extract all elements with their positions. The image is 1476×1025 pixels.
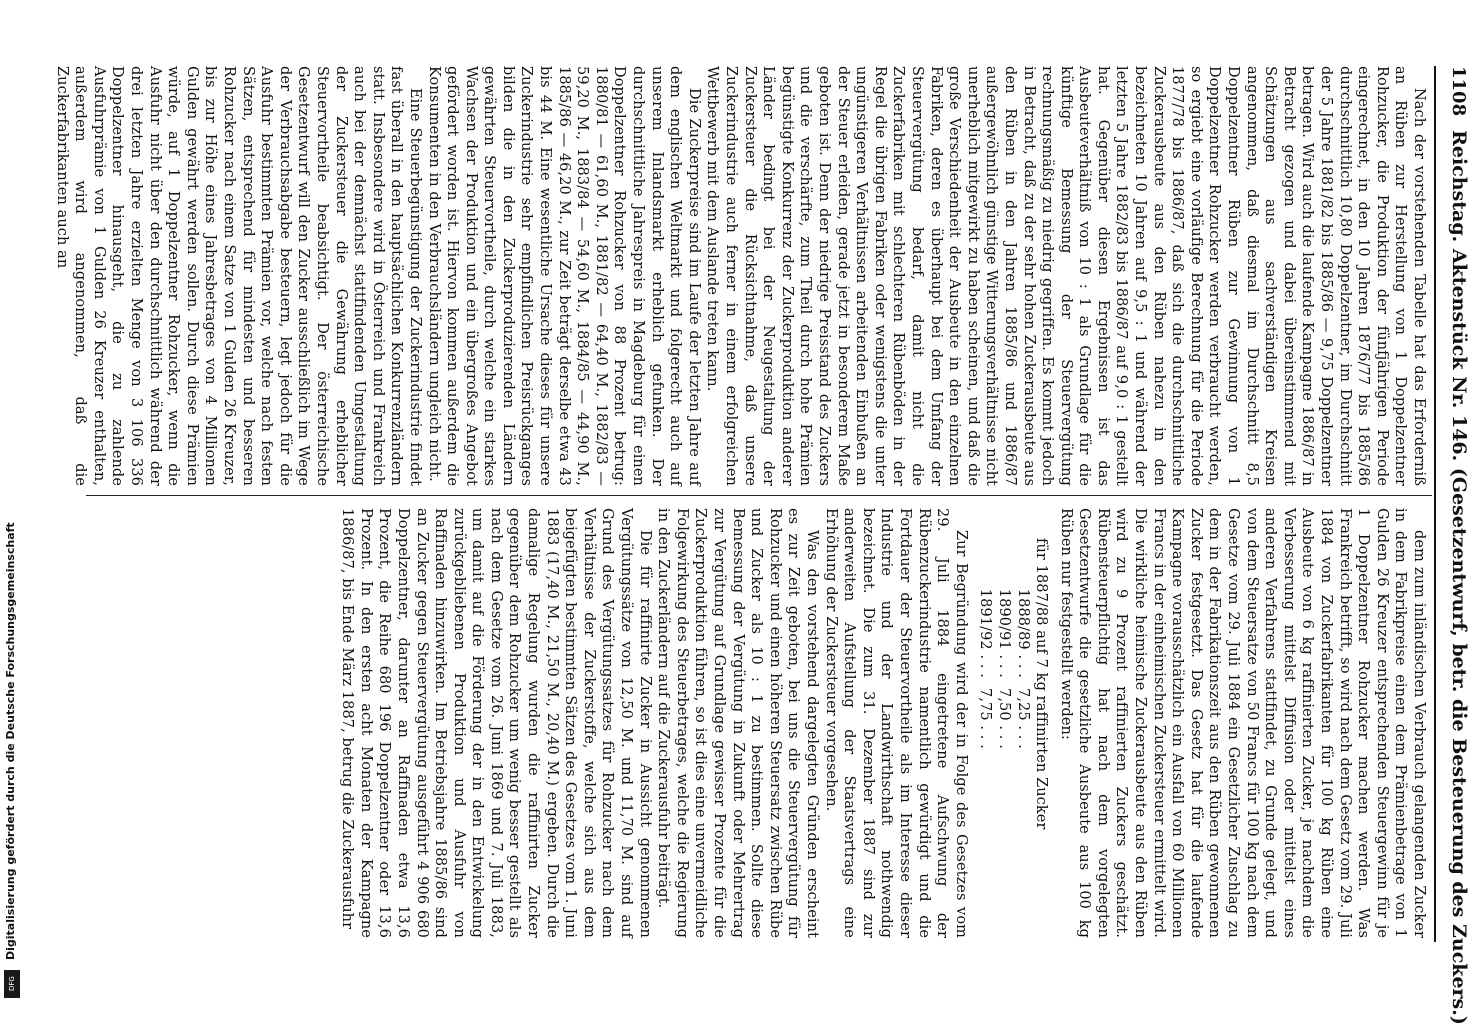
left-paragraph-3: Eine Steuerbegünstigung der Zuckerindustrie findet fast überall in den hauptsächlichen Konkurrenzländern statt. Insbesondere wird in Österreich und Frankreich auch bei der demnächst stattfindenden Umgestaltung der Zuckersteuer die Gewährung erheblicher Steuervortheile beabsichtigt. Der österreichische Gesetzentwurf will den Zucker ausschließlich im Wege der Verbrauchsabgabe besteuern, legt jedoch für die Ausfuhr bestimmten Prämien vor, welche nach festen Sätzen, entsprechend für mindesten und besseren Rohzucker nach einem Satze von 1 Gulden 26 Kreuzer, bis zur Höhe eines Jahresbetrages von 4 Millionen Gulden gewährt werden sollen. Durch diese Prämien würde, auf 1 Doppelzentner Rohzucker, wenn die Ausfuhr nicht über den durchschnittlich während der drei letzten Jahre erzielten Menge von 3 106 336 Doppelzentner hinausgeht, die zu zahlende Ausfuhrprämie von 1 Gulden 26 Kreuzer enthalten, außerdem wird angenommen, daß die Zuckerfabrikanten auch an [53, 66, 423, 486]
page-number: 1108 [1448, 66, 1469, 117]
right-paragraph-1: dem zum inländischen Verbrauch gelangenden Zucker in dem Fabrikpreise einen dem Prämienbetrage von 1 Gulden 26 Kreuzer entsprechenden Steuergewinn für je 1 Doppelzentner Rohzucker machen werden. Was Frankreich betrifft, so wird nach dem Gesetz vom 29. Juli 1884 von Zuckerfabrikanten für 100 kg Rüben eine Ausbeute von 6 kg raffinierten Zucker, je nachdem die Verbesserung mittelst Diffusion oder mittelst eines anderen Verfahrens stattfindet, zu Grunde gelegt, und von dem Steuersatze von 50 Francs für 100 kg nach dem Gesetze vom 29. Juli 1884 ein Gesetzlicher Zuschlag zu dem in der Fabrikationszeit aus den Rüben gewonnenen Zucker festgesetzt. Das Gesetz hat für die laufende Kampagne vorausschätzlich ein Ausfall von 60 Millionen Francs in der einheimischen Zuckersteuer ermittelt wird. Die wirkliche heimische Zuckerausbeute aus den Rüben wird zu 9 Prozent raffinierten Zuckers geschätzt. Rübensteuerpflichtig hat nach dem vorgelegten Gesetzentwurfe die gesetzliche Ausbeute aus 100 kg Rüben nur festgestellt werden: [1057, 508, 1427, 938]
rates-table-year: 1891/92 . . . [977, 588, 994, 678]
rates-table-value: 7,25 . . . [1014, 688, 1031, 749]
rates-table-value: 7,75 . . . [977, 688, 994, 749]
rates-table-value: 7,50 . . . [995, 688, 1012, 749]
digitization-credit-strip [2, 522, 22, 1000]
rates-table-year: 1890/91 . . . [995, 588, 1012, 678]
rates-table-row [976, 538, 995, 938]
left-paragraph-1: Nach der vorstehenden Tabelle hat das Erforderniß an Rüben zur Herstellung von 1 Doppelzentner Rohzucker, die Produktion der fünfjährigen Periode eingerechnet, in den 10 Jahren 1876/77 bis 1885/86 durchschnittlich 10,80 Doppelzentner, im Durchschnitt der 5 Jahre 1881/82 bis 1885/86 — 9,75 Doppelzentner betragen. Wird auch die laufende Kampagne 1886/87 in Betracht gezogen und dabei übereinstimmend mit Schätzungen aus sachverständigen Kreisen angenommen, daß diesmal im Durchschnitt 8,5 Doppelzentner Rüben zur Gewinnung von 1 Doppelzentner Rohzucker werden verbraucht werden, so ergiebt eine vorläufige Berechnung für die Periode 1877/78 bis 1886/87, daß sich die durchschnittliche Zuckerausbeute aus den Rüben nahezu in den bezeichneten 10 Jahren auf 9,5 : 1 und während der letzten 5 Jahre 1882/83 bis 1886/87 auf 9,0 : 1 gestellt hat. Gegenüber diesen Ergebnissen ist das Ausbeuteverhältniß von 10 : 1 als Grundlage für die künftige Bemessung der Steuervergütung rechnungsmäßig zu niedrig gegriffen. Es kommt jedoch in Betracht, daß zu der sehr hohen Zuckerausbeute aus den Rüben in den Jahren 1885/86 und 1886/87 außergewöhnlich günstige Witterungsverhältnisse nicht unerheblich mitgewirkt zu haben scheinen, und daß die große Verschiedenheit der Ausbeute in den einzelnen Fabriken, deren es überhaupt bei dem Umfang der Steuervergütung bedarf, damit nicht die Zuckerfabriken mit schlechteren Rübenböden in der Regel die übrigen Fabriken oder wenigstens die unter ungünstigeren Verhältnissen arbeitenden Einbußen an der Steuer erleiden, gerade jetzt in besonderem Maße geboten ist. Denn der niedrige Preisstand des Zuckers und die verschärfte, zum Theil durch hohe Prämien begünstigte Konkurrenz der Zuckerproduktion anderer Länder bedingt bei der Neugestaltung der Zuckersteuer die Rücksichtnahme, daß unsere Zuckerindustrie auch ferner in einem erfolgreichen Wettbewerb mit dem Auslande treten kann. [704, 66, 1427, 486]
right-paragraph-4: Die für raffinirte Zucker in Aussicht genommenen Vergütungssätze von 12,50 M. und 11,70 M. sind auf Grund des Vergütungssatzes für Rohzucker nach dem Verhältnisse der Zuckerstoffe, welche sich aus dem beigefügten bestimmten Sätzen des Gesetzes vom 1. Juni 1883 (17,40 M., 21,50 M., 20,40 M.) ergeben. Durch die damalige Regelung wurden die raffinirten Zucker gegenüber dem Rohzucker um wenig besser gestellt als nach dem Gesetze vom 26. Juni 1869 und 7. Juli 1883, um damit auf die Förderung der in den Entwickelung zurückgebliebenen Produktion und Ausfuhr von Raffinaden hinzuwirken. Im Betriebsjahre 1885/86 sind an Zucker gegen Steuervergütung ausgeführt 4 906 680 Doppelzentner, darunter an Raffinaden etwa 13,6 Prozent, die Reihe 680 196 Doppelzentner oder 13,6 Prozent. In den ersten acht Monaten der Kampagne 1886/87, bis Ende März 1887, betrug die Zuckerausfuhr [339, 508, 653, 938]
rates-table-row [1013, 538, 1032, 938]
rotated-document-page [53, 48, 1476, 1025]
page-title: Reichstag. Aktenstück Nr. 146. (Gesetzentwurf, betr. die Besteuerung des Zuckers.) [1448, 130, 1470, 1025]
left-paragraph-2: Die Zuckerpreise sind im Laufe der letzten Jahre auf dem englischen Weltmarkt und folgerecht auch auf unserem Inlandsmarkt erheblich gefunken. Der durchschnittliche Jahrespreis in Magdeburg für einen Doppelzentner Rohzucker von 88 Prozent betrug: 1880/81 — 61,60 M., 1881/82 — 64,40 M., 1882/83 — 59,20 M., 1883/84 — 54,60 M., 1884/85 — 44,90 M., 1885/86 — 46,20 M., zur Zeit beträgt derselbe etwa 43 bis 44 M. Eine wesentliche Ursache dieses für unsere Zuckerindustrie sehr empfindlichen Preisrückganges bilden die in den Zuckerproduzierenden Ländern gewährten Steuervortheile, durch welche ein starkes Wachsen der Produktion und ein übergroßes Angebot gefördert worden ist. Hiervon kommen außerdem die Konsumenten in den Verbrauchsländern ungleich nicht. [425, 66, 702, 486]
right-column [86, 508, 1428, 938]
page-header [1436, 66, 1470, 1025]
left-column [53, 66, 1428, 486]
rates-table-intro: für 1887/88 auf 7 kg raffinirten Zucker [1033, 538, 1050, 830]
dfg-logo: DFG [4, 970, 20, 998]
right-paragraph-3: Was den vorstehend dargelegten Gründen erscheint es zur Zeit geboten, bei uns die Steuervergütung für Rohzucker und einen höheren Steuersatz zwischen Rübe und Zucker als 10 : 1 zu bestimmen. Sollte diese Bemessung der Vergütung in Zukunft oder Mehrertrag zur Vergütung auf Grundlage gewisser Prozente für die Zuckerproduktion führen, so ist dies eine unvermeidliche Folgewirkung des Steuerbetrages, welche die Regierung in den Zuckerländern auf die Zuckerausfuhr beiträgt. [655, 508, 820, 938]
right-paragraph-2: Zur Begründung wird der in Folge des Gesetzes vom 29. Juli 1884 eingetretene Aufschwung der Rübenzuckerindustrie namentlich gewürdigt und die Fortdauer der Steuervortheile als im Interesse dieser Industrie und der Landwirthschaft nothwendig bezeichnet. Die zum 31. Dezember 1887 sind zur anderweiten Aufstellung der Staatsvertrags eine Erhöhung der Zuckersteuer vorgesehen. [822, 508, 969, 938]
column-divider [86, 495, 1432, 496]
digitization-credit: Digitalisierung gefördert durch die Deutsche Forschungsgemeinschaft [4, 522, 17, 960]
header-rule [1434, 66, 1436, 942]
rates-table-year: 1888/89 . . . [1014, 588, 1031, 678]
rates-table [976, 538, 1050, 938]
rates-table-row [994, 538, 1013, 938]
